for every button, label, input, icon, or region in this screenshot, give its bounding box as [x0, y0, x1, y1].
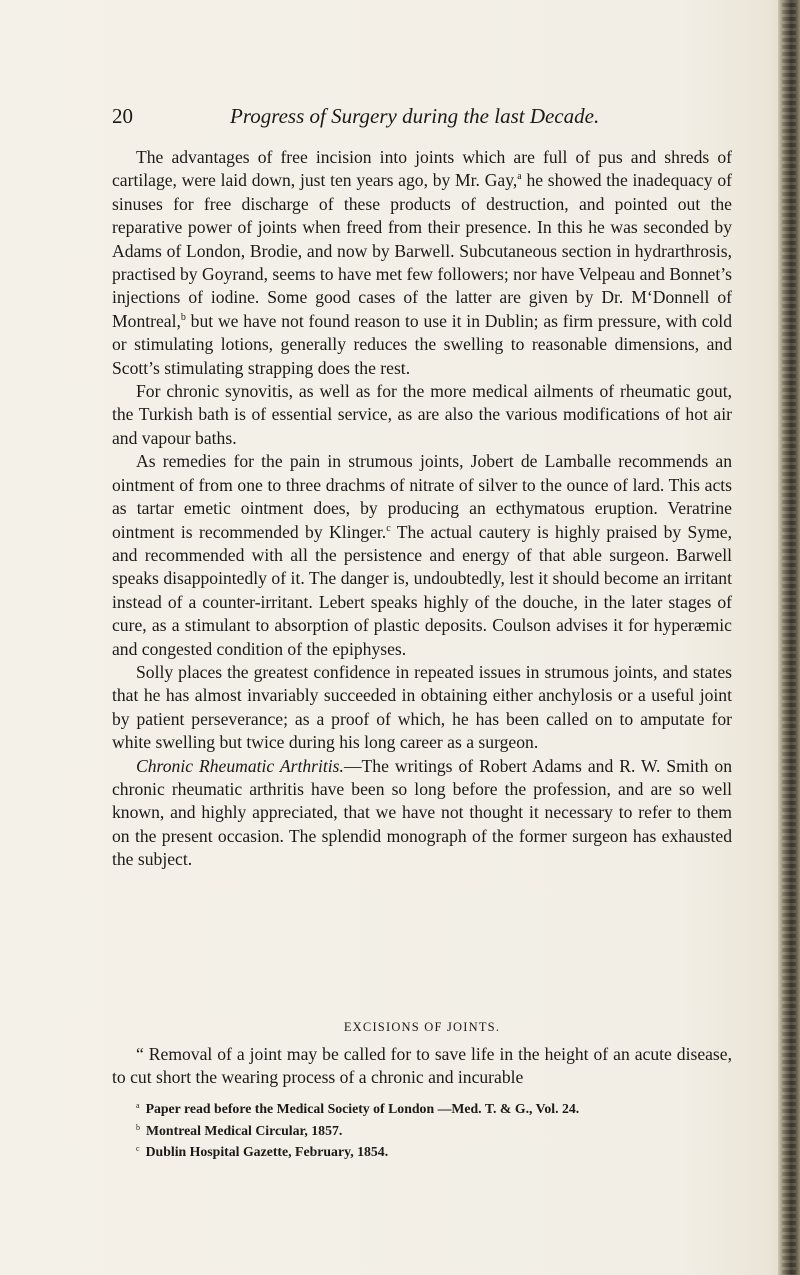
- footnote: [136, 1119, 732, 1141]
- subheading-italic: Chronic Rheumatic Arthritis.: [136, 755, 344, 776]
- paragraph-strumous-joints: [112, 450, 732, 661]
- footnote-ref: b: [180, 311, 186, 323]
- section-heading: EXCISIONS OF JOINTS.: [343, 1020, 501, 1034]
- paragraph-chronic-synovitis: For chronic synovitis, as well as for the more medical ailments of rheumatic gout, the Turkish bath is of essential service, as are also the various modifications of hot air and vapour baths.: [112, 381, 732, 448]
- paragraph-text: The actual cautery is highly praised by Syme, and recommended with all the persistence and energy of that able surgeon. Barwell speaks disappointedly of it. The danger is, undoubtedly, lest it should become an irritant instead of a counter-irritant. Lebert speaks highly of the douche, in the later stages of cure, as a stimulant to absorption of plastic deposits. Coulson advises it for hyperæmic and congested condition of the epiphyses.: [112, 521, 733, 659]
- paragraph-removal-quote: “ Removal of a joint may be called for to save life in the height of an acute disease, to cut short the wearing process of a chronic and incurable: [112, 1044, 732, 1088]
- footnote-mark: a: [136, 1101, 140, 1110]
- paragraph-text: As remedies for the pain in strumous joints, Jobert de Lamballe recommends an ointment of from one to three drachms of nitrate of silver to the ounce of lard. This acts as tartar emetic ointment does, by producing an ecthymatous eruption. Veratrine ointment is recommended by Klinger.: [112, 451, 732, 542]
- page-edge-texture: [782, 0, 796, 1275]
- paragraph-solly: Solly places the greatest confidence in repeated issues in strumous joints, and states that he has almost invariably succeeded in obtaining either anchylosis or a useful joint by patient perseverance; as a proof of which, he has been called on to amputate for white swelling but twice during his long career as a surgeon.: [112, 661, 732, 753]
- footnote-ref: c: [386, 522, 391, 534]
- page-number: 20: [112, 104, 133, 128]
- footnote: [136, 1140, 732, 1162]
- footnote: [136, 1097, 732, 1119]
- paragraph-text: but we have not found reason to use it in Dublin; as firm pressure, with cold or stimulating lotions, generally reduces the swelling to reasonable dimensions, and Scott’s stimulating strapping does the rest.: [112, 310, 732, 378]
- footnote-text: Paper read before the Medical Society of London —Med. T. & G., Vol. 24.: [145, 1101, 580, 1116]
- paragraph-rheumatic-arthritis: [112, 755, 732, 872]
- paragraph-text: The advantages of free incision into joints which are full of pus and shreds of cartilage, were laid down, just ten years ago, by Mr. Gay,: [112, 147, 732, 191]
- running-title: Progress of Surgery during the last Decade.: [230, 104, 600, 128]
- footnote-text: Montreal Medical Circular, 1857.: [146, 1122, 343, 1138]
- footnote-text: Dublin Hospital Gazette, February, 1854.: [145, 1144, 389, 1160]
- section-body: [112, 1043, 732, 1090]
- footnotes: [136, 1097, 732, 1162]
- paragraph-free-incision: [112, 146, 732, 380]
- body-text: [112, 146, 732, 872]
- footnote-mark: c: [136, 1144, 140, 1154]
- paragraph-text: he showed the inadequacy of sinuses for free discharge of these products of destruction, and pointed out the reparative power of joints when freed from their presence. In this he was seconded by Adams of London, Brodie, and now by Barwell. Subcutaneous section in hydrarthrosis, practised by Goyrand, seems to have met few followers; nor have Velpeau and Bonnet’s injections of iodine. Some good cases of the latter are given by Dr. M‘Donnell of Montreal,: [112, 170, 732, 331]
- footnote-ref: a: [517, 171, 522, 183]
- footnote-mark: b: [136, 1122, 140, 1132]
- paragraph-text: —The writings of Robert Adams and R. W. Smith on chronic rheumatic arthritis have been so long before the profession, and are so well known, and highly appreciated, that we have not thought it necessary to refer to them on the present occasion. The splendid monograph of the former surgeon has exhausted the subject.: [112, 755, 732, 870]
- running-head: [112, 104, 732, 132]
